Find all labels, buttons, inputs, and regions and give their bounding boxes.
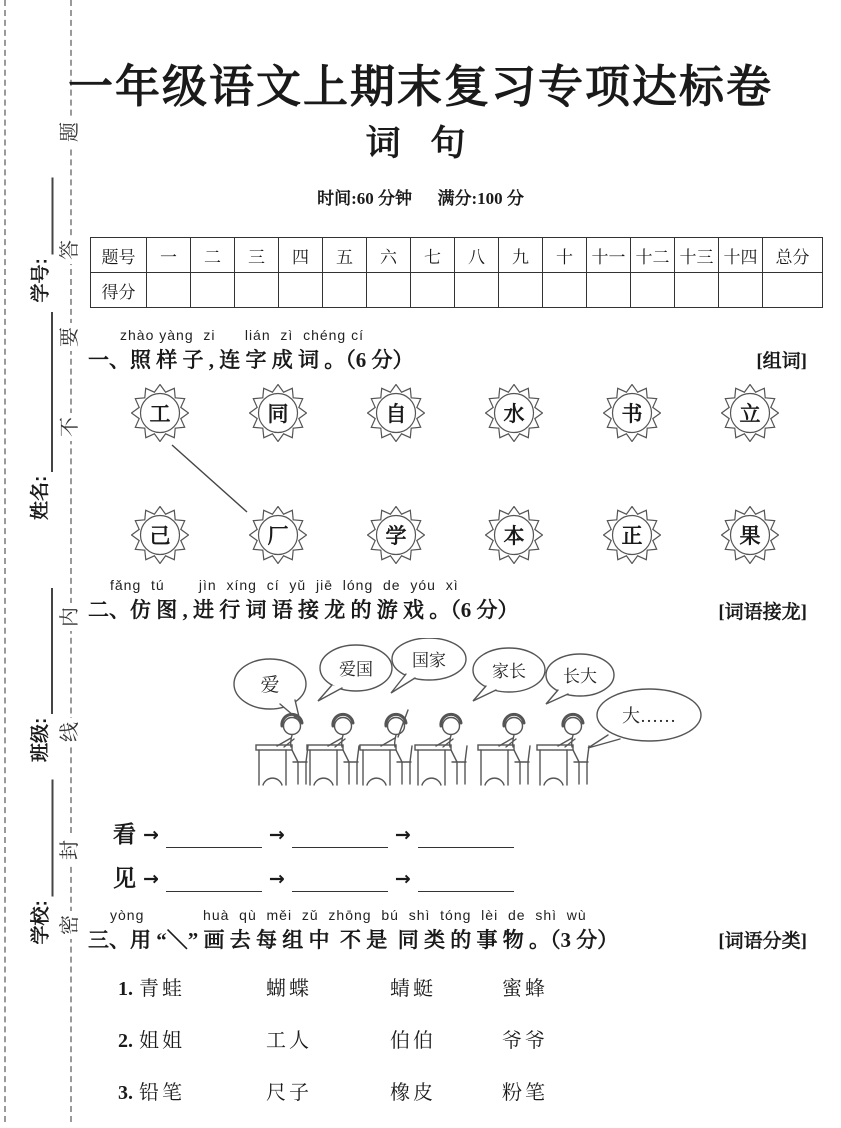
child-at-desk (360, 710, 412, 785)
score-entry-cell (587, 273, 631, 308)
word-item: 爷爷 (502, 1030, 548, 1052)
arrow-icon: → (268, 868, 285, 890)
score-header-cell: 四 (279, 238, 323, 273)
seal-char: 线 (56, 718, 84, 746)
score-header-cell: 九 (499, 238, 543, 273)
score-table-header-row (91, 238, 823, 273)
seal-char: 封 (56, 836, 84, 864)
sun-character: 水 (503, 402, 525, 426)
student-field (27, 780, 53, 945)
seal-char: 题 (56, 118, 84, 146)
child-at-desk (415, 714, 467, 785)
student-field-blank (31, 588, 53, 714)
student-field (27, 312, 53, 520)
word-group-first-cell (118, 1076, 266, 1105)
score-entry-cell (499, 273, 543, 308)
student-field (27, 588, 53, 762)
child-at-desk (478, 714, 530, 785)
score-header-cell: 十 (543, 238, 587, 273)
q2-topic-tag: [词语接龙] (718, 602, 807, 623)
seal-dashed-line-outer (4, 0, 6, 1122)
sun-character: 工 (149, 402, 171, 426)
bubble-word: 国家 (412, 651, 446, 670)
score-row-label: 得分 (91, 273, 147, 308)
sun-badge (367, 506, 425, 564)
score-header-cell: 一 (147, 238, 191, 273)
child-at-desk (307, 714, 359, 785)
seal-char: 内 (56, 603, 84, 631)
bubble-word: 长大 (563, 667, 597, 686)
score-entry-cell (455, 273, 499, 308)
sun-badge (603, 384, 661, 442)
answer-blank (292, 823, 388, 848)
arrow-icon: → (268, 824, 285, 846)
q3-heading: 三、用 “＼” 画 去 每 组 中 不 是 同 类 的 事 物 。（3 分） (88, 928, 619, 952)
q3-topic-tag: [词语分类] (718, 931, 807, 952)
sun-character: 立 (739, 402, 761, 426)
score-header-cell: 二 (191, 238, 235, 273)
score-header-cell: 十二 (631, 238, 675, 273)
q1-topic-tag: [组词] (756, 351, 807, 372)
score-entry-cell (543, 273, 587, 308)
score-entry-cell (191, 273, 235, 308)
q2-heading: 二、仿 图 , 进 行 词 语 接 龙 的 游 戏 。（6 分） (88, 598, 519, 622)
sun-character: 果 (739, 524, 761, 548)
seal-char: 不 (56, 413, 84, 441)
seal-char: 要 (56, 323, 84, 351)
student-field-label: 学校: (30, 900, 51, 945)
score-entry-cell (675, 273, 719, 308)
sun-character: 自 (385, 402, 407, 426)
arrow-icon: → (143, 824, 159, 846)
score-entry-cell (411, 273, 455, 308)
score-header-cell: 十三 (675, 238, 719, 273)
seal-dashed-line-inner (70, 0, 72, 1122)
score-header-cell: 七 (411, 238, 455, 273)
seal-char: 密 (56, 911, 84, 939)
sun-badge (721, 506, 779, 564)
student-field-label: 班级: (30, 717, 51, 762)
time-and-score-info: 时间:60 分钟 满分:100 分 (317, 189, 524, 208)
word-item: 粉笔 (502, 1082, 548, 1104)
score-header-cell: 总分 (763, 238, 823, 273)
sun-character: 厂 (267, 524, 289, 548)
score-entry-cell (235, 273, 279, 308)
score-entry-cell (719, 273, 763, 308)
sun-badge (131, 384, 189, 442)
word-item: 尺子 (266, 1082, 312, 1104)
word-item: 铅笔 (139, 1082, 185, 1104)
chain-row-jian (113, 862, 514, 892)
sun-badge (249, 384, 307, 442)
word-group-row (118, 972, 678, 1001)
word-item: 青蛙 (139, 978, 185, 1000)
student-field-blank (31, 312, 53, 472)
chain-start-char: 看 (113, 822, 136, 847)
sun-badge (367, 384, 425, 442)
student-field-label: 学号: (30, 258, 51, 303)
example-match-line (160, 435, 260, 520)
sun-badge (485, 384, 543, 442)
bubble-word: 大…… (622, 706, 676, 726)
score-table-score-row (91, 273, 823, 308)
score-table (90, 237, 823, 308)
sun-character: 己 (149, 524, 171, 548)
word-item: 蜜蜂 (502, 978, 548, 1000)
word-item: 工人 (266, 1030, 312, 1052)
bubble-word: 家长 (492, 662, 526, 681)
student-field-label: 姓名: (30, 475, 51, 520)
word-item: 橡皮 (390, 1082, 436, 1104)
answer-blank (418, 867, 514, 892)
answer-blank (292, 867, 388, 892)
word-group-first-cell (118, 972, 266, 1001)
sun-character: 书 (621, 402, 643, 426)
score-header-cell: 六 (367, 238, 411, 273)
sun-badge (485, 506, 543, 564)
word-group-first-cell (118, 1024, 266, 1053)
score-header-cell: 五 (323, 238, 367, 273)
q3-pinyin: yòng huà qù měi zǔ zhōng bú shì tóng lèi de shì wù (110, 907, 587, 923)
page-title: 一年级语文上期末复习专项达标卷 (67, 61, 773, 112)
score-entry-cell (279, 273, 323, 308)
q1-sun-characters-row1 (131, 384, 779, 442)
arrow-icon: → (394, 868, 411, 890)
word-group-number: 1. (118, 978, 133, 1000)
score-entry-cell (367, 273, 411, 308)
score-header-cell: 十四 (719, 238, 763, 273)
student-field-blank (31, 780, 53, 897)
word-item: 蜻蜓 (390, 978, 436, 1000)
speech-bubbles (234, 638, 701, 748)
word-group-row (118, 1076, 678, 1105)
answer-blank (418, 823, 514, 848)
page-subtitle: 词 句 (365, 124, 476, 163)
children-at-desks (256, 710, 589, 785)
child-at-desk (256, 714, 308, 785)
seal-char: 答 (56, 236, 84, 264)
q2-pinyin: fǎng tú jìn xíng cí yǔ jiē lóng de yóu xì (110, 577, 459, 593)
arrow-icon: → (143, 868, 159, 890)
word-group-number: 2. (118, 1030, 133, 1052)
word-item: 蝴蝶 (266, 978, 312, 1000)
word-item: 姐姐 (139, 1030, 185, 1052)
chain-row-kan (113, 818, 514, 848)
sun-character: 正 (621, 524, 643, 548)
q1-heading: 一、照 样 子 , 连 字 成 词 。（6 分） (88, 348, 414, 372)
child-at-desk (537, 714, 589, 785)
score-header-cell: 三 (235, 238, 279, 273)
answer-blank (166, 867, 262, 892)
bubble-word: 爱国 (339, 660, 373, 679)
word-group-row (118, 1024, 678, 1053)
score-header-cell: 十一 (587, 238, 631, 273)
score-entry-cell (631, 273, 675, 308)
chain-start-char: 见 (113, 866, 136, 891)
answer-blank (166, 823, 262, 848)
q2-answer-chains (113, 818, 514, 892)
score-entry-cell (763, 273, 823, 308)
sun-badge (603, 506, 661, 564)
sun-badge (721, 384, 779, 442)
q1-pinyin: zhào yàng zi lián zì chéng cí (120, 327, 364, 343)
sun-character: 学 (385, 524, 407, 548)
sun-character: 同 (267, 402, 289, 426)
arrow-icon: → (394, 824, 411, 846)
score-entry-cell (323, 273, 367, 308)
word-group-number: 3. (118, 1082, 133, 1104)
sun-character: 本 (503, 524, 525, 548)
bubble-word: 爱 (260, 675, 280, 696)
score-header-cell: 八 (455, 238, 499, 273)
classroom-illustration (228, 638, 708, 800)
score-header-cell: 题号 (91, 238, 147, 273)
q3-word-groups (118, 972, 678, 1128)
word-item: 伯伯 (390, 1030, 436, 1052)
score-entry-cell (147, 273, 191, 308)
